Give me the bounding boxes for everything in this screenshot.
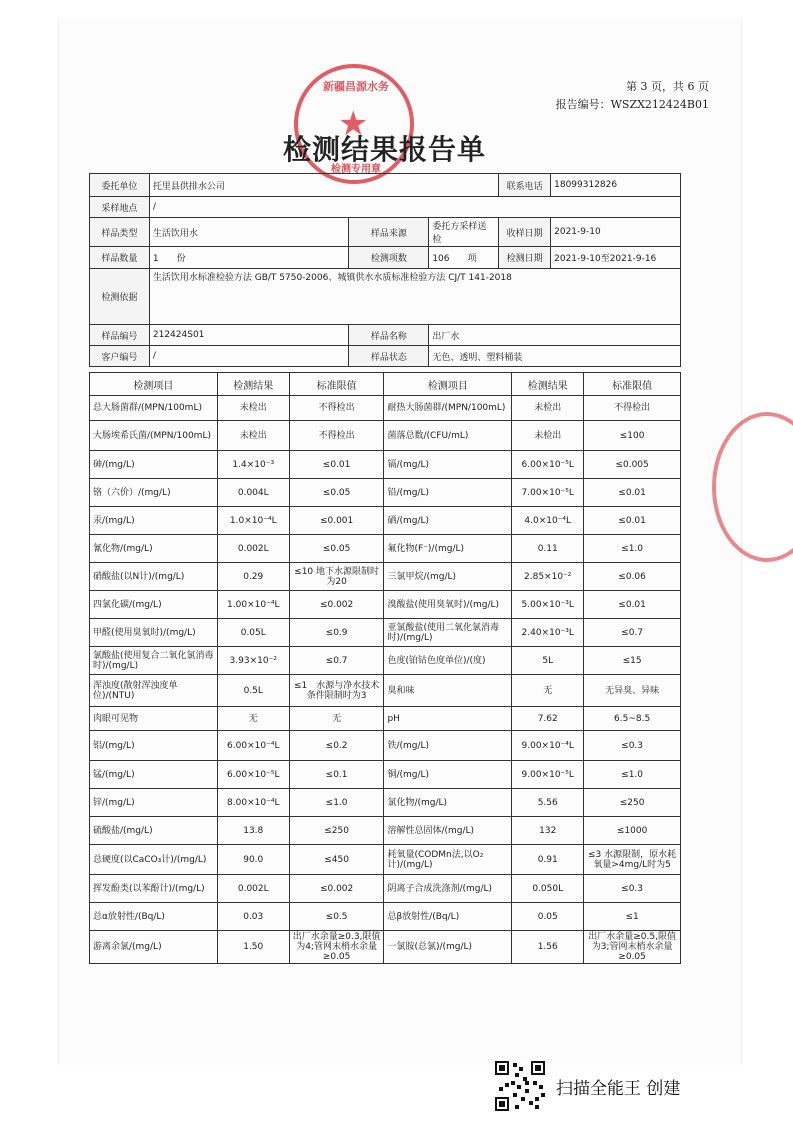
item-count-value: 106 项 (429, 247, 499, 269)
table-row (90, 591, 681, 619)
test-date-value: 2021-9-10至2021-9-16 (551, 247, 681, 269)
limit-value: ≤0.3 (584, 731, 681, 761)
limit-value: ≤0.01 (584, 591, 681, 619)
limit-value: ≤0.005 (584, 451, 681, 479)
table-row (90, 789, 681, 817)
item-name: 铅/(mg/L) (384, 479, 512, 507)
result-value: 1.50 (217, 931, 289, 964)
table-row (90, 421, 681, 451)
limit-value: ≤0.9 (289, 619, 384, 647)
result-value: 6.00×10⁻⁵L (512, 451, 584, 479)
item-name: 总大肠菌群/(MPN/100mL) (90, 396, 218, 421)
result-value: 1.56 (512, 931, 584, 964)
limit-value: ≤1000 (584, 817, 681, 845)
limit-value: ≤10 地下水源限制时为20 (289, 563, 384, 591)
result-value: 0.05 (512, 903, 584, 931)
sample-type-value: 生活饮用水 (149, 218, 349, 247)
limit-value: ≤0.5 (289, 903, 384, 931)
source-label: 样品来源 (349, 218, 429, 247)
sample-no-value: 212424S01 (149, 325, 349, 346)
header-item-2: 检测项目 (384, 373, 512, 396)
result-value: 0.002L (217, 535, 289, 563)
site-value: / (149, 197, 680, 218)
table-row (90, 396, 681, 421)
result-value: 2.85×10⁻² (512, 563, 584, 591)
result-value: 4.0×10⁻⁴L (512, 507, 584, 535)
state-value: 无色、透明、塑料桶装 (429, 346, 681, 367)
result-value: 0.5L (217, 675, 289, 707)
quantity-label: 样品数量 (90, 247, 150, 269)
table-row (90, 451, 681, 479)
item-name: 总β放射性/(Bq/L) (384, 903, 512, 931)
result-value: 0.002L (217, 875, 289, 903)
limit-value: ≤250 (584, 789, 681, 817)
table-row (90, 931, 681, 964)
state-label: 样品状态 (349, 346, 429, 367)
item-name: 四氯化碳/(mg/L) (90, 591, 218, 619)
header-item-1: 检测项目 (90, 373, 218, 396)
limit-value: ≤15 (584, 647, 681, 675)
phone-label: 联系电话 (499, 174, 551, 197)
sample-info-table (89, 173, 681, 367)
item-name: 铝/(mg/L) (90, 731, 218, 761)
item-name: 溶解性总固体/(mg/L) (384, 817, 512, 845)
limit-value: 不得检出 (584, 396, 681, 421)
sample-type-label: 样品类型 (90, 218, 150, 247)
basis-value: 生活饮用水标准检验方法 GB/T 5750-2006、城镇供水水质标准检验方法 CJ/T 141-2018 (149, 269, 680, 325)
item-name: 甲醛(使用臭氧时)/(mg/L) (90, 619, 218, 647)
report-number: 报告编号：WSZX212424B01 (555, 98, 709, 111)
header-limit-1: 标准限值 (289, 373, 384, 396)
limit-value: 无 (289, 707, 384, 731)
result-value: 5.00×10⁻³L (512, 591, 584, 619)
result-value: 5L (512, 647, 584, 675)
result-value: 0.91 (512, 845, 584, 875)
table-row (90, 647, 681, 675)
limit-value: 不得检出 (289, 421, 384, 451)
limit-value: ≤3 水源限制，原水耗氧量>4mg/L时为5 (584, 845, 681, 875)
item-name: 游离余氯/(mg/L) (90, 931, 218, 964)
item-name: 铬（六价）/(mg/L) (90, 479, 218, 507)
header-result-1: 检测结果 (217, 373, 289, 396)
seal-bottom-text: 检测专用章 (331, 164, 381, 175)
item-name: 总α放射性/(Bq/L) (90, 903, 218, 931)
item-name: 臭和味 (384, 675, 512, 707)
result-value: 9.00×10⁻⁴L (512, 731, 584, 761)
item-name: 三氯甲烷/(mg/L) (384, 563, 512, 591)
result-value: 0.11 (512, 535, 584, 563)
item-name: 汞/(mg/L) (90, 507, 218, 535)
result-value: 9.00×10⁻⁵L (512, 761, 584, 789)
item-name: 氟化物(F⁻)/(mg/L) (384, 535, 512, 563)
table-row (90, 619, 681, 647)
limit-value: ≤0.002 (289, 591, 384, 619)
item-name: 铁/(mg/L) (384, 731, 512, 761)
item-name: pH (384, 707, 512, 731)
limit-value: ≤0.7 (584, 619, 681, 647)
basis-label: 检测依据 (90, 269, 150, 325)
sample-no-label: 样品编号 (90, 325, 150, 346)
item-name: 砷/(mg/L) (90, 451, 218, 479)
table-row (90, 535, 681, 563)
phone-value: 18099312826 (551, 174, 681, 197)
result-value: 无 (512, 675, 584, 707)
star-icon: ★ (338, 104, 369, 144)
item-name: 锰/(mg/L) (90, 761, 218, 789)
item-name: 耗氧量(CODMn法,以O₂计)/(mg/L) (384, 845, 512, 875)
seal-top-text: 新疆昌源水务 (323, 80, 389, 93)
item-name: 镉/(mg/L) (384, 451, 512, 479)
limit-value: ≤1.0 (584, 535, 681, 563)
item-name: 色度(铂钴色度单位)/(度) (384, 647, 512, 675)
table-row (90, 731, 681, 761)
result-value: 8.00×10⁻⁴L (217, 789, 289, 817)
item-name: 大肠埃希氏菌/(MPN/100mL) (90, 421, 218, 451)
limit-value: ≤0.06 (584, 563, 681, 591)
item-name: 锌/(mg/L) (90, 789, 218, 817)
page-number: 第 3 页，共 6 页 (626, 80, 709, 93)
limit-value: ≤0.01 (289, 451, 384, 479)
page-title: 检测结果报告单 (283, 133, 487, 166)
limit-value: ≤0.3 (584, 875, 681, 903)
item-name: 耐热大肠菌群/(MPN/100mL) (384, 396, 512, 421)
limit-value: ≤1 (584, 903, 681, 931)
result-value: 132 (512, 817, 584, 845)
result-value: 0.29 (217, 563, 289, 591)
receive-date-label: 收样日期 (499, 218, 551, 247)
limit-value: ≤0.05 (289, 535, 384, 563)
table-row (90, 707, 681, 731)
result-value: 未检出 (217, 421, 289, 451)
limit-value: 不得检出 (289, 396, 384, 421)
item-name: 铜/(mg/L) (384, 761, 512, 789)
result-value: 7.62 (512, 707, 584, 731)
result-value: 1.0×10⁻⁴L (217, 507, 289, 535)
limit-value: 出厂水余量≥0.3,限值为4;管网末梢水余量≥0.05 (289, 931, 384, 964)
item-name: 氯酸盐(使用复合二氧化氯消毒时)/(mg/L) (90, 647, 218, 675)
limit-value: ≤0.002 (289, 875, 384, 903)
result-value: 13.8 (217, 817, 289, 845)
item-name: 一氯胺(总氯)/(mg/L) (384, 931, 512, 964)
limit-value: ≤0.01 (584, 507, 681, 535)
item-name: 亚氯酸盐(使用二氧化氯消毒时)/(mg/L) (384, 619, 512, 647)
item-name: 硝酸盐(以N计)/(mg/L) (90, 563, 218, 591)
client-value: 托里县供排水公司 (149, 174, 498, 197)
table-row (90, 845, 681, 875)
header-limit-2: 标准限值 (584, 373, 681, 396)
test-date-label: 检测日期 (499, 247, 551, 269)
item-name: 氯化物/(mg/L) (384, 789, 512, 817)
results-table (89, 372, 681, 964)
table-row (90, 875, 681, 903)
item-name: 硫酸盐/(mg/L) (90, 817, 218, 845)
limit-value: ≤0.7 (289, 647, 384, 675)
qr-code-icon (495, 1061, 545, 1111)
result-value: 5.56 (512, 789, 584, 817)
item-name: 氰化物/(mg/L) (90, 535, 218, 563)
sample-name-value: 出厂水 (429, 325, 681, 346)
item-name: 溴酸盐(使用臭氧时)/(mg/L) (384, 591, 512, 619)
result-value: 3.93×10⁻² (217, 647, 289, 675)
client-no-value: / (149, 346, 349, 367)
result-value: 2.40×10⁻³L (512, 619, 584, 647)
item-name: 阴离子合成洗涤剂/(mg/L) (384, 875, 512, 903)
result-value: 未检出 (217, 396, 289, 421)
item-name: 菌落总数/(CFU/mL) (384, 421, 512, 451)
client-label: 委托单位 (90, 174, 150, 197)
limit-value: ≤250 (289, 817, 384, 845)
item-name: 肉眼可见物 (90, 707, 218, 731)
result-value: 未检出 (512, 396, 584, 421)
result-value: 1.00×10⁻⁴L (217, 591, 289, 619)
limit-value: ≤0.001 (289, 507, 384, 535)
receive-date-value: 2021-9-10 (551, 218, 681, 247)
client-no-label: 客户编号 (90, 346, 150, 367)
table-row (90, 817, 681, 845)
table-row (90, 761, 681, 789)
result-value: 0.05L (217, 619, 289, 647)
table-row (90, 507, 681, 535)
site-label: 采样地点 (90, 197, 150, 218)
item-name: 挥发酚类(以苯酚计)/(mg/L) (90, 875, 218, 903)
limit-value: ≤100 (584, 421, 681, 451)
item-name: 浑浊度(散射浑浊度单位)/(NTU) (90, 675, 218, 707)
limit-value: ≤1 水源与净水技术条件限制时为3 (289, 675, 384, 707)
sample-name-label: 样品名称 (349, 325, 429, 346)
source-value: 委托方采样送检 (429, 218, 499, 247)
limit-value: ≤0.05 (289, 479, 384, 507)
result-value: 未检出 (512, 421, 584, 451)
table-row (90, 903, 681, 931)
result-value: 0.03 (217, 903, 289, 931)
table-row (90, 675, 681, 707)
limit-value: ≤1.0 (584, 761, 681, 789)
result-value: 7.00×10⁻⁵L (512, 479, 584, 507)
limit-value: 出厂水余量≥0.5,限值为3;管网末梢水余量≥0.05 (584, 931, 681, 964)
limit-value: ≤0.2 (289, 731, 384, 761)
result-value: 0.004L (217, 479, 289, 507)
item-name: 总硬度(以CaCO₃计)/(mg/L) (90, 845, 218, 875)
result-value: 无 (217, 707, 289, 731)
result-value: 6.00×10⁻⁵L (217, 761, 289, 789)
limit-value: 6.5~8.5 (584, 707, 681, 731)
table-row (90, 563, 681, 591)
item-count-label: 检测项数 (349, 247, 429, 269)
limit-value: ≤1.0 (289, 789, 384, 817)
item-name: 硒/(mg/L) (384, 507, 512, 535)
page-info (556, 78, 709, 114)
table-row (90, 479, 681, 507)
header-result-2: 检测结果 (512, 373, 584, 396)
limit-value: ≤0.01 (584, 479, 681, 507)
limit-value: ≤0.1 (289, 761, 384, 789)
result-value: 1.4×10⁻³ (217, 451, 289, 479)
scanner-footer: 扫描全能王 创建 (556, 1079, 681, 1099)
quantity-value: 1 份 (149, 247, 349, 269)
limit-value: ≤450 (289, 845, 384, 875)
result-value: 0.050L (512, 875, 584, 903)
limit-value: 无异臭、异味 (584, 675, 681, 707)
result-value: 6.00×10⁻⁴L (217, 731, 289, 761)
result-value: 90.0 (217, 845, 289, 875)
